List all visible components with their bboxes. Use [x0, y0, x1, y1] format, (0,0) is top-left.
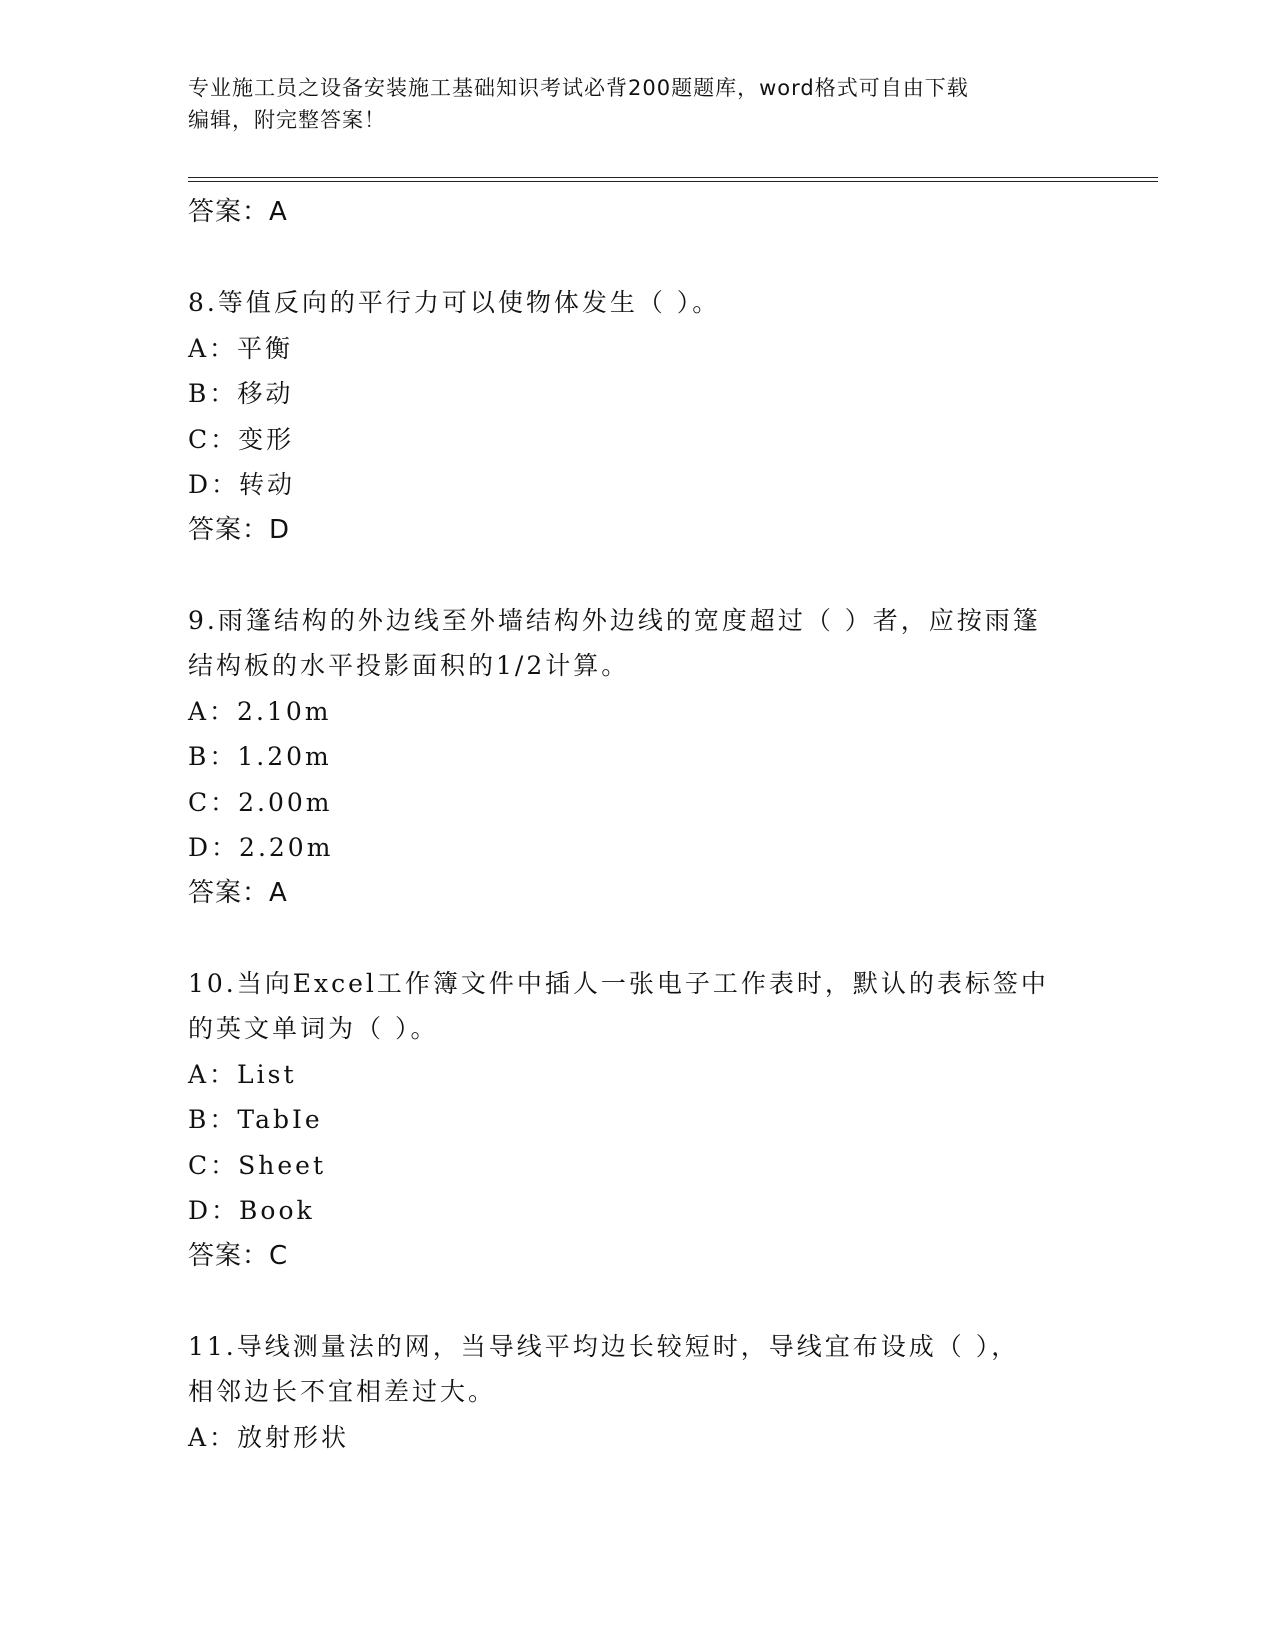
answer-line: 答案：D	[188, 514, 291, 545]
question-block	[188, 1324, 1088, 1461]
option-d: D：Book	[188, 1196, 315, 1225]
option-d: D：2.20m	[188, 833, 334, 862]
option-d: D：转动	[188, 470, 296, 499]
page-header	[188, 72, 1068, 136]
question-stem: 8.等值反向的平行力可以使物体发生（ ）。	[188, 288, 721, 317]
option-c: C：2.00m	[188, 787, 333, 817]
question-block	[188, 961, 1088, 1279]
header-title-line-2: 编辑，附完整答案！	[188, 108, 386, 132]
header-divider-thick	[188, 181, 1158, 182]
option-a: A：2.10m	[188, 696, 332, 726]
option-a: A：平衡	[188, 333, 294, 363]
answer-line: 答案：A	[188, 877, 288, 908]
answer-line: 答案：C	[188, 1240, 289, 1271]
option-b: B：移动	[188, 379, 294, 408]
question-block	[188, 280, 1088, 553]
option-c: C：Sheet	[188, 1150, 326, 1180]
question-stem-continued: 结构板的水平投影面积的1/2计算。	[188, 651, 630, 680]
question-stem: 11.导线测量法的网，当导线平均边长较短时，导线宜布设成（ ），	[188, 1331, 1020, 1361]
answer-line: 答案：A	[188, 197, 288, 227]
spacer	[188, 916, 1088, 961]
question-block	[188, 598, 1088, 916]
option-b: B：TabIe	[188, 1105, 323, 1134]
spacer	[188, 235, 1088, 280]
header-divider-thin	[188, 177, 1158, 178]
question-stem-continued: 的英文单词为（ ）。	[188, 1014, 439, 1043]
option-a: A：放射形状	[188, 1422, 350, 1452]
question-stem: 10.当向Excel工作簿文件中插人一张电子工作表时，默认的表标签中	[188, 968, 1049, 998]
spacer	[188, 553, 1088, 598]
question-stem-continued: 相邻边长不宜相差过大。	[188, 1377, 497, 1406]
question-stem: 9.雨篷结构的外边线至外墙结构外边线的宽度超过（ ）者，应按雨篷	[188, 605, 1041, 635]
question-list	[188, 190, 1088, 1460]
option-a: A：List	[188, 1059, 297, 1089]
header-title-line-1: 专业施工员之设备安装施工基础知识考试必背200题题库，word格式可自由下载	[188, 76, 969, 100]
spacer	[188, 1279, 1088, 1324]
option-c: C：变形	[188, 424, 295, 454]
option-b: B：1.20m	[188, 742, 332, 771]
